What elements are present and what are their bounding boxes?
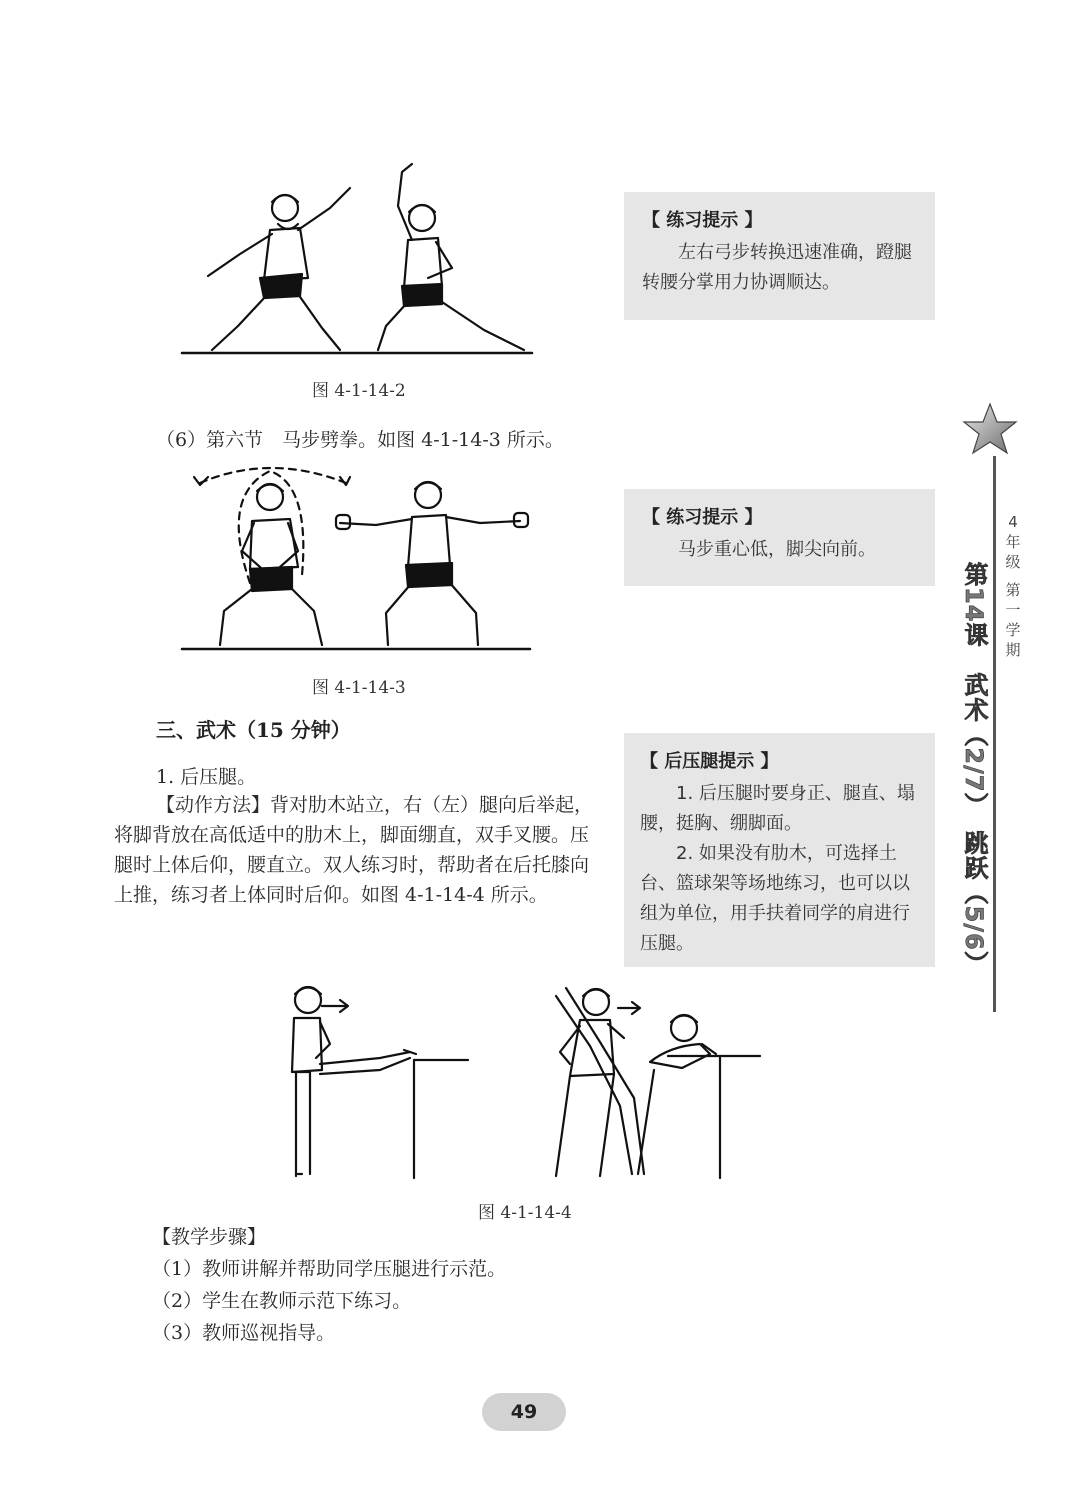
grade-term-label xyxy=(1002,512,1024,660)
figure-bow-stance xyxy=(180,150,540,360)
teaching-steps-title: 【教学步骤】 xyxy=(152,1226,267,1248)
practice-tip-box xyxy=(624,489,935,586)
tip-point-2: 2. 如果没有肋木，可选择土台、篮球架等场地练习，也可以以组为单位，用手扶着同学的肩进行压腿。 xyxy=(640,843,910,954)
tip-point-1: 1. 后压腿时要身正、腿直、塌腰，挺胸、绷脚面。 xyxy=(640,783,915,834)
star-icon xyxy=(962,402,1018,456)
tip-title: 【 后压腿提示 】 xyxy=(640,751,779,772)
sidebar-rule xyxy=(993,456,996,1012)
teaching-step: （3）教师巡视指导。 xyxy=(152,1322,336,1344)
practice-tip-box xyxy=(624,192,935,320)
figure-caption: 图 4-1-14-3 xyxy=(312,678,406,698)
term-label: 第 一 学 期 xyxy=(1005,581,1021,659)
tip-text: 左右弓步转换迅速准确，蹬腿转腰分掌用力协调顺达。 xyxy=(642,242,912,293)
lesson-title: 第14课 武术（2/7） 跳跃（5/6） xyxy=(960,562,988,976)
tip-title: 【 练习提示 】 xyxy=(642,507,763,528)
figure-back-leg-press xyxy=(270,978,770,1183)
figure-horse-stance xyxy=(180,455,545,655)
item-title: 1. 后压腿。 xyxy=(156,766,257,788)
teaching-step: （2）学生在教师示范下练习。 xyxy=(152,1290,412,1312)
grade-label: 4 年 级 xyxy=(1005,513,1021,571)
tip-title: 【 练习提示 】 xyxy=(642,210,763,231)
figure-caption: 图 4-1-14-4 xyxy=(478,1203,572,1223)
section-6-text: （6）第六节 马步劈拳。如图 4-1-14-3 所示。 xyxy=(156,429,564,451)
tip-text: 马步重心低，脚尖向前。 xyxy=(678,539,876,560)
section-heading: 三、武术（15 分钟） xyxy=(156,718,351,742)
method-paragraph: 【动作方法】背对肋木站立，右（左）腿向后举起，将脚背放在高低适中的肋木上，脚面绷直，双手叉腰。压腿时上体后仰，腰直立。双人练习时，帮助者在后托膝向上推，练习者上体同时后仰。如图 4-1-14-4 所示。 xyxy=(114,794,594,906)
page-number: 49 xyxy=(482,1393,566,1431)
teaching-step: （1）教师讲解并帮助同学压腿进行示范。 xyxy=(152,1258,507,1280)
back-leg-press-tip-box xyxy=(624,733,935,967)
figure-caption: 图 4-1-14-2 xyxy=(312,381,406,401)
